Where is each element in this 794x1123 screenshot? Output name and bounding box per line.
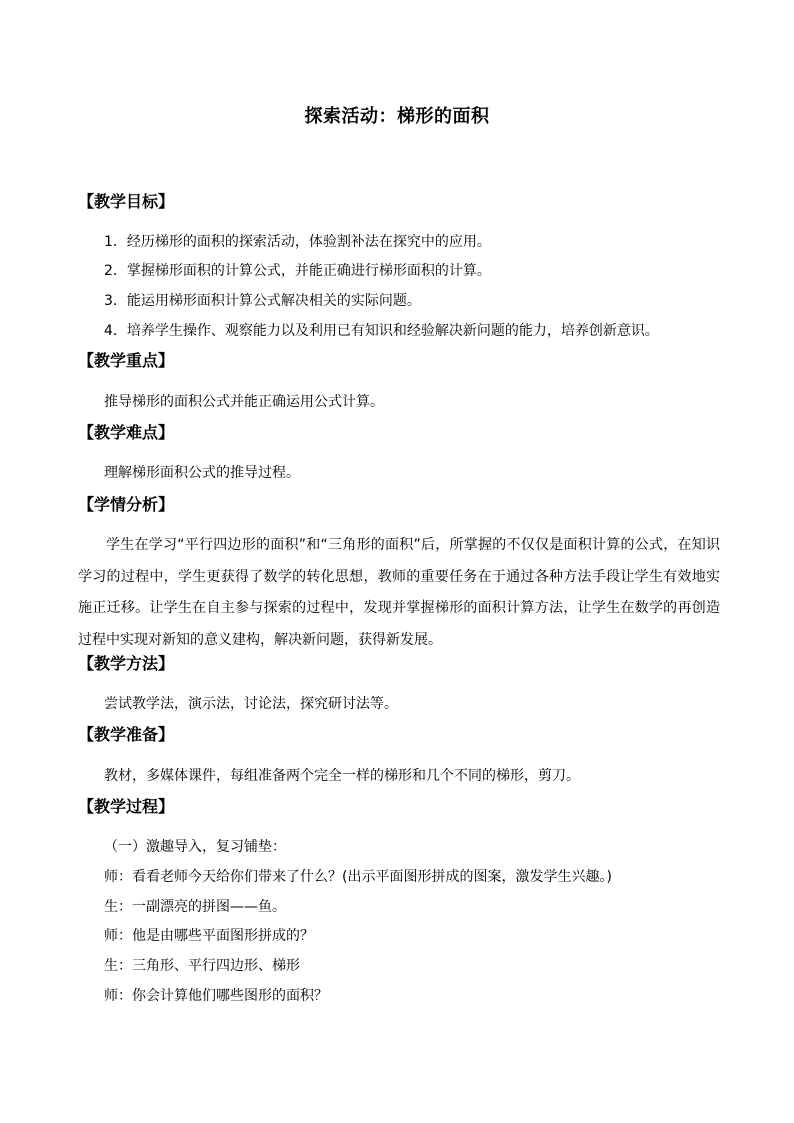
methods-text: 尝试教学法，演示法，讨论法，探究研讨法等。 — [104, 696, 398, 712]
heading-process: 【教学过程】 — [78, 797, 175, 816]
analysis-paragraph: 学生在学习“平行四边形的面积”和“三角形的面积”后，所掌握的不仅仅是面积计算的公式，在知识学习的过程中，学生更获得了数学的转化思想，教师的重要任务在于通过各种方法手段让学生有效地实施正迁移。让学生在自主参与探索的过程中，发现并掌握梯形的面积计算方法，让学生在数学的再创造过程中实现对新知的意义建构，解决新问题，获得新发展。 — [78, 537, 720, 648]
objective-item-3: 3．能运用梯形面积计算公式解决相关的实际问题。 — [104, 293, 421, 309]
document-title: 探索活动：梯形的面积 — [304, 106, 490, 127]
preparation-text: 教材，多媒体课件，每组准备两个完全一样的梯形和几个不同的梯形，剪刀。 — [104, 768, 580, 784]
objective-item-2: 2．掌握梯形面积的计算公式，并能正确进行梯形面积的计算。 — [104, 263, 491, 279]
process-line-6: 师：你会计算他们哪些图形的面积？ — [104, 988, 328, 1004]
process-line-4: 师：他是由哪些平面图形拼成的？ — [104, 928, 314, 944]
heading-key-points: 【教学重点】 — [78, 351, 175, 370]
key-points-text: 推导梯形的面积公式并能正确运用公式计算。 — [104, 394, 384, 410]
objective-item-4: 4．培养学生操作、观察能力以及利用已有知识和经验解决新问题的能力，培养创新意识。 — [104, 323, 659, 339]
process-line-2: 师：看看老师今天给你们带来了什么？(出示平面图形拼成的图案，激发学生兴趣。) — [104, 869, 612, 885]
heading-preparation: 【教学准备】 — [78, 725, 175, 744]
process-line-1: （一）激趣导入，复习铺垫： — [104, 839, 286, 855]
process-line-5: 生：三角形、平行四边形、梯形 — [104, 958, 300, 974]
heading-methods: 【教学方法】 — [78, 654, 175, 673]
heading-analysis: 【学情分析】 — [78, 495, 175, 514]
heading-difficulties: 【教学难点】 — [78, 423, 175, 442]
difficulties-text: 理解梯形面积公式的推导过程。 — [104, 465, 300, 481]
objective-item-1: 1．经历梯形的面积的探索活动，体验割补法在探究中的应用。 — [104, 234, 491, 250]
heading-objectives: 【教学目标】 — [78, 192, 175, 211]
process-line-3: 生：一副漂亮的拼图——鱼。 — [104, 899, 286, 915]
